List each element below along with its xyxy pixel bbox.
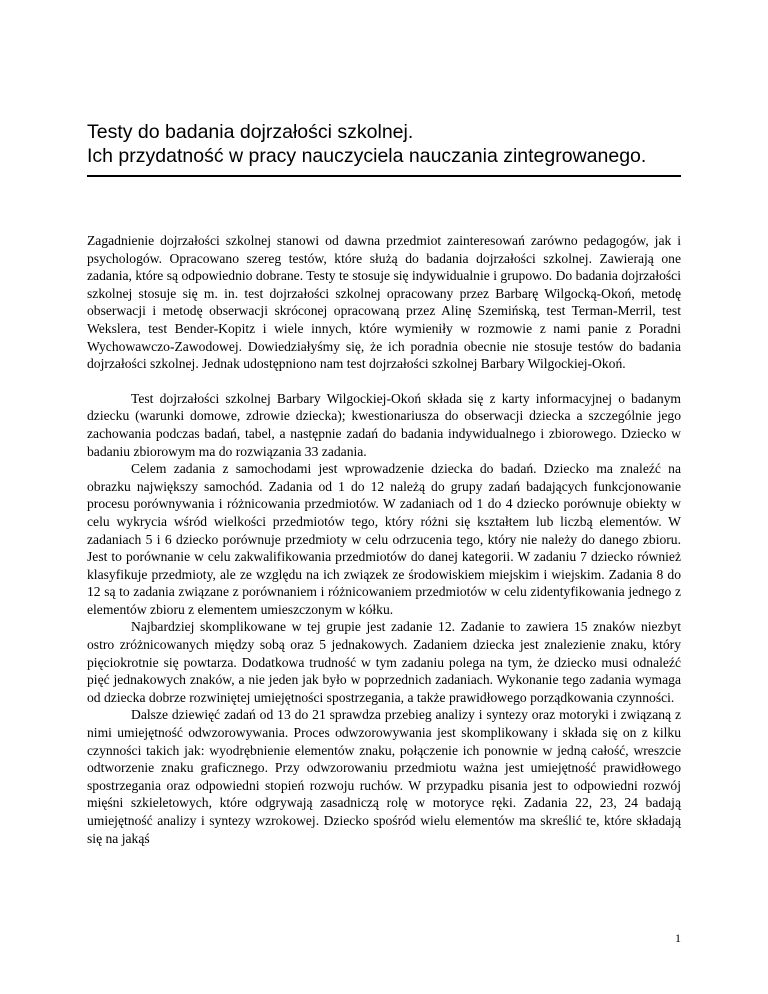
- document-title: [87, 120, 707, 168]
- title-line-1: Testy do badania dojrzałości szkolnej.: [87, 121, 414, 143]
- page-number: 1: [675, 931, 681, 945]
- paragraph-tasks-13-24: Dalsze dziewięć zadań od 13 do 21 sprawdza przebieg analizy i syntezy oraz motoryki i związaną z nimi umiejętność odwzorowywania. Proces odwzorowywania jest skomplikowany i składa się on z kilku czynności takich jak: wyodrębnienie elementów znaku, połączenie ich ponownie w jedną całość, wreszcie odtworzenie znaku graficznego. Przy odwzorowaniu przedmiotu ważna jest umiejętność prawidłowego spostrzegania oraz odpowiedni stopień rozwoju ruchów. W przypadku pisania jest to odpowiedni rozwój mięśni szkieletowych, które odgrywają zasadniczą rolę w motoryce ręki. Zadania 22, 23, 24 badają umiejętność analizy i syntezy wzrokowej. Dziecko spośród wielu elementów ma skreślić te, które składają się na jakąś: [87, 707, 681, 846]
- title-line-2: Ich przydatność w pracy nauczyciela nauczania zintegrowanego.: [87, 145, 647, 167]
- paragraph-tasks-1-12: Celem zadania z samochodami jest wprowadzenie dziecka do badań. Dziecko ma znaleźć na obrazku największy samochód. Zadania od 1 do 12 należą do grupy zadań badających funkcjonowanie procesu porównywania i różnicowania przedmiotów. W zadaniach od 1 do 4 dziecko porównuje obiekty w celu wykrycia wśród wielkości przedmiotów tego, który różni się kształtem lub liczbą elementów. W zadaniach 5 i 6 dziecko porównuje przedmioty w celu odrzucenia tego, który nie należy do danego zbioru. Jest to porównanie w celu zakwalifikowania przedmiotów do danej kategorii. W zadaniu 7 dziecko również klasyfikuje przedmioty, ale ze względu na ich związek ze środowiskiem miejskim i wiejskim. Zadania 8 do 12 są to zadania związane z porównaniem i różnicowaniem przedmiotów w celu zidentyfikowania jednego z elementów zbioru z elementem umieszczonym w kółku.: [87, 461, 681, 617]
- paragraph-intro: Zagadnienie dojrzałości szkolnej stanowi od dawna przedmiot zainteresowań zarówno pedagogów, jak i psychologów. Opracowano szereg testów, które służą do badania dojrzałości szkolnej. Zawierają one zadania, które są odpowiednio dobrane. Testy te stosuje się indywidualnie i grupowo. Do badania dojrzałości szkolnej stosuje się m. in. test dojrzałości szkolnej opracowany przez Barbarę Wilgocką-Okoń, metodę obserwacji i metodę obserwacji skróconej opracowaną przez Alinę Szemińską, test Terman-Merril, test Wekslera, test Bender-Kopitz i wiele innych, które wymieniły w rozmowie z nami panie z Poradni Wychowawczo-Zawodowej. Dowiedziałyśmy się, że ich poradnia obecnie nie stosuje testów do badania dojrzałości szkolnej. Jednak udostępniono nam test dojrzałości szkolnej Barbary Wilgockiej-Okoń.: [87, 233, 681, 372]
- paragraph-test-description: Test dojrzałości szkolnej Barbary Wilgockiej-Okoń składa się z karty informacyjnej o badanym dziecku (warunki domowe, zdrowie dziecka); kwestionariusza do obserwacji dziecka a szczególnie jego zachowania podczas badań, tabel, a następnie zadań do badania indywidualnego i zbiorowego. Dziecko w badaniu zbiorowym ma do rozwiązania 33 zadania.: [87, 390, 681, 459]
- title-divider: [87, 175, 681, 177]
- document-body: [87, 232, 681, 847]
- paragraph-task-12: Najbardziej skomplikowane w tej grupie jest zadanie 12. Zadanie to zawiera 15 znaków niezbyt ostro zróżnicowanych między sobą oraz 5 jednakowych. Zadaniem dziecka jest znalezienie znaku, który pięciokrotnie się powtarza. Dodatkowa trudność w tym zadaniu polega na tym, że dziecko musi odnaleźć pięć jednakowych znaków, a nie jeden jak było w poprzednich zadaniach. Wykonanie tego zadania wymaga od dziecka dobrze rozwiniętej umiejętności spostrzegania, a także prawidłowego porządkowania czynności.: [87, 619, 681, 705]
